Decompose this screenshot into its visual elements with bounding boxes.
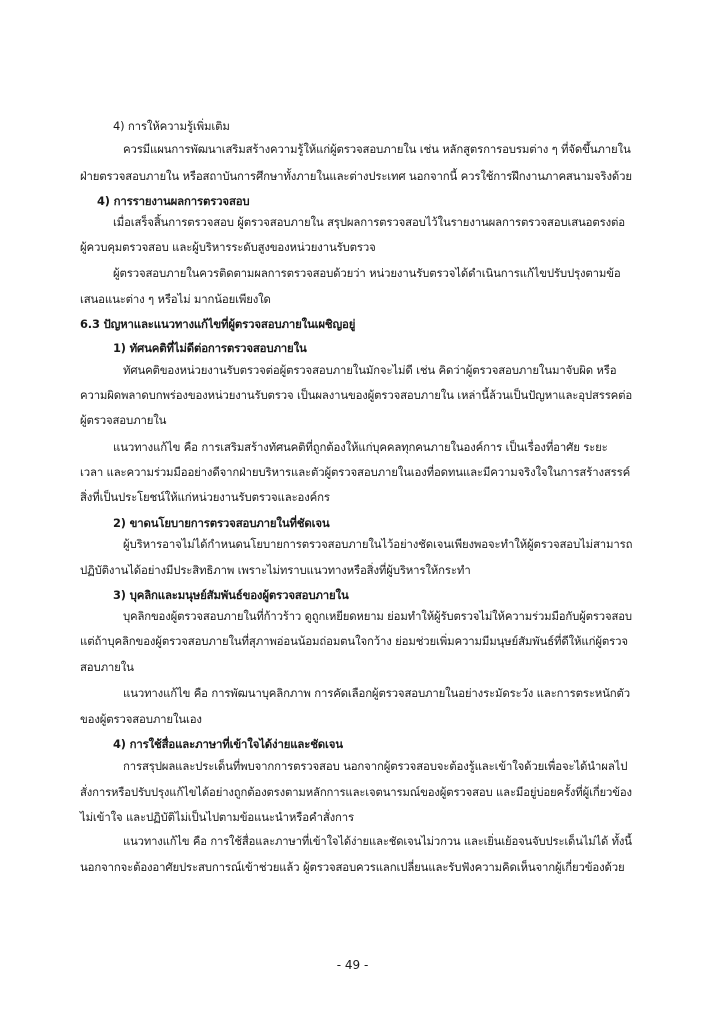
text-line: เวลา และความร่วมมืออย่างดีจากฝ่ายบริหารและตัวผู้ตรวจสอบภายในเองที่อดทนและมีความจริงใจในการสร้างสรรค์ xyxy=(80,465,631,479)
section-heading: 4) การรายงานผลการตรวจสอบ xyxy=(97,194,250,208)
text-line: ผู้ควบคุมตรวจสอบ และผู้บริหารระดับสูงของหน่วยงานรับตรวจ xyxy=(80,240,376,254)
text-line: ผู้บริหารอาจไม่ได้กำหนดนโยบายการตรวจสอบภายในไว้อย่างชัดเจนเพียงพอจะทำให้ผู้ตรวจสอบไม่สามารถ xyxy=(123,537,633,551)
text-line: แต่ถ้าบุคลิกของผู้ตรวจสอบภายในที่สุภาพอ่อนน้อมถ่อมตนใจกว้าง ย่อมช่วยเพิ่มความมีมนุษย์สัมพันธ์ที่ดีให้แก่ผู้ตรวจ xyxy=(80,634,628,648)
text-line: ปฏิบัติงานได้อย่างมีประสิทธิภาพ เพราะไม่ทราบแนวทางหรือสิ่งที่ผู้บริหารให้กระทำ xyxy=(80,563,471,577)
subsection-heading: 3) บุคลิกและมนุษย์สัมพันธ์ของผู้ตรวจสอบภายใน xyxy=(113,588,349,602)
text-line: สอบภายใน xyxy=(80,660,134,674)
text-line: ผู้ตรวจสอบภายใน xyxy=(80,413,167,427)
subsection-heading: 2) ขาดนโยบายการตรวจสอบภายในที่ชัดเจน xyxy=(113,516,330,530)
page-number: - 49 - xyxy=(336,958,369,972)
text-line: 4) การให้ความรู้เพิ่มเติม xyxy=(113,119,230,133)
text-line: เมื่อเสร็จสิ้นการตรวจสอบ ผู้ตรวจสอบภายใน สรุปผลการตรวจสอบไว้ในรายงานผลการตรวจสอบเสนอตรงต่อ xyxy=(113,215,625,229)
subsection-heading: 1) ทัศนคติที่ไม่ดีต่อการตรวจสอบภายใน xyxy=(113,341,307,355)
text-line: ผู้ตรวจสอบภายในควรติดตามผลการตรวจสอบด้วยว่า หน่วยงานรับตรวจได้ดำเนินการแก้ไขปรับปรุงตามข้อ xyxy=(113,266,621,280)
text-line: ทัศนคติของหน่วยงานรับตรวจต่อผู้ตรวจสอบภายในมักจะไม่ดี เช่น คิดว่าผู้ตรวจสอบภายในมาจับผิด หรือ xyxy=(123,363,617,377)
text-line: สิ่งที่เป็นประโยชน์ให้แก่หน่วยงานรับตรวจและองค์กร xyxy=(80,490,330,504)
text-line: บุคลิกของผู้ตรวจสอบภายในที่ก้าวร้าว ดูถูกเหยียดหยาม ย่อมทำให้ผู้รับตรวจไม่ให้ความร่วมมือกับผู้ตรวจสอบ xyxy=(123,609,632,623)
text-line: ของผู้ตรวจสอบภายในเอง xyxy=(80,712,202,726)
section-heading: 6.3 ปัญหาและแนวทางแก้ไขที่ผู้ตรวจสอบภายในเผชิญอยู่ xyxy=(80,317,356,331)
text-line: แนวทางแก้ไข คือ การใช้สื่อและภาษาที่เข้าใจได้ง่ายและชัดเจนไม่วกวน และเยิ่นเย้อจนจับประเด็นไม่ได้ ทั้งนี้ xyxy=(123,834,632,848)
text-line: ความผิดพลาดบกพร่องของหน่วยงานรับตรวจ เป็นผลงานของผู้ตรวจสอบภายใน เหล่านี้ล้วนเป็นปัญหาและอุปสรรคต่อ xyxy=(80,388,633,402)
subsection-heading: 4) การใช้สื่อและภาษาที่เข้าใจได้ง่ายและชัดเจน xyxy=(113,737,343,751)
text-line: แนวทางแก้ไข คือ การเสริมสร้างทัศนคติที่ถูกต้องให้แก่บุคคลทุกคนภายในองค์การ เป็นเรื่องที่อาศัย ระยะ xyxy=(113,440,608,454)
text-line: นอกจากจะต้องอาศัยประสบการณ์เข้าช่วยแล้ว ผู้ตรวจสอบควรแลกเปลี่ยนและรับฟังความคิดเห็นจากผู้เกี่ยวข้องด้วย xyxy=(80,860,625,874)
text-line: ไม่เข้าใจ และปฏิบัติไม่เป็นไปตามข้อแนะนำหรือคำสั่งการ xyxy=(80,810,354,824)
text-line: ฝ่ายตรวจสอบภายใน หรือสถาบันการศึกษาทั้งภายในและต่างประเทศ นอกจากนี้ ควรใช้การฝึกงานภาคสนามจริงด้วย xyxy=(80,169,632,183)
text-line: สั่งการหรือปรับปรุงแก้ไขได้อย่างถูกต้องตรงตามหลักการและเจตนารมณ์ของผู้ตรวจสอบ และมีอยู่บ่อยครั้งที่ผู้เกี่ยวข้อง xyxy=(80,785,632,799)
text-line: เสนอแนะต่าง ๆ หรือไม่ มากน้อยเพียงใด xyxy=(80,292,271,306)
text-line: แนวทางแก้ไข คือ การพัฒนาบุคลิกภาพ การคัดเลือกผู้ตรวจสอบภายในอย่างระมัดระวัง และการตระหนักตัว xyxy=(123,686,631,700)
text-line: การสรุปผลและประเด็นที่พบจากการตรวจสอบ นอกจากผู้ตรวจสอบจะต้องรู้และเข้าใจด้วยเพื่อจะได้นำผลไป xyxy=(123,759,628,773)
text-line: ควรมีแผนการพัฒนาเสริมสร้างความรู้ให้แก่ผู้ตรวจสอบภายใน เช่น หลักสูตรการอบรมต่าง ๆ ที่จัดขึ้นภายใน xyxy=(123,142,631,156)
